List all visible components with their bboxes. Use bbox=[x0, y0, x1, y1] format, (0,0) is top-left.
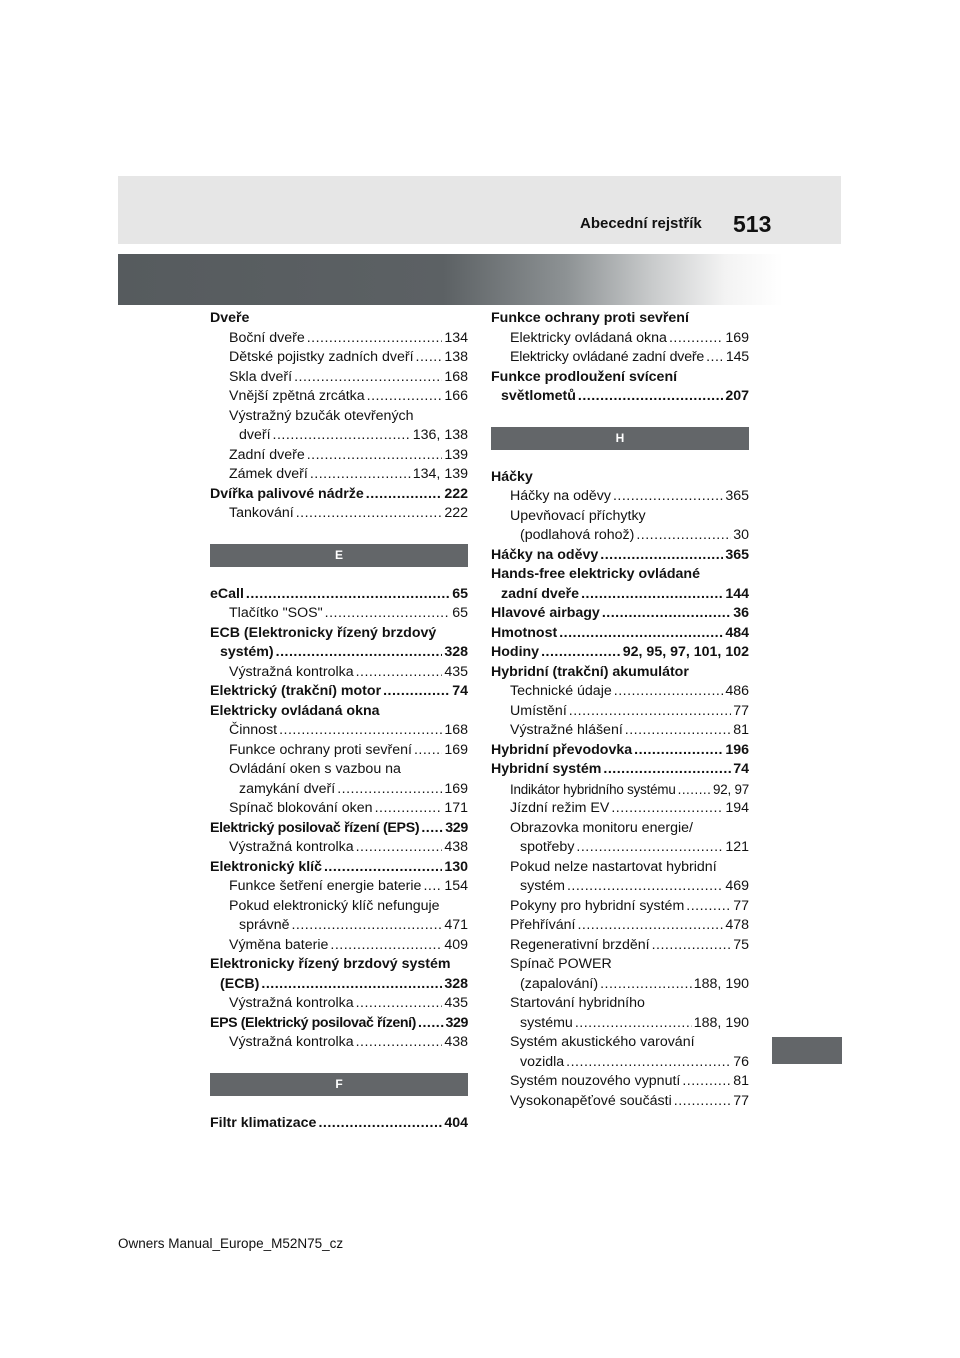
index-entry-text: Výstražný bzučák otevřených bbox=[229, 407, 414, 424]
index-entry-text: Funkce prodloužení svícení bbox=[491, 368, 678, 385]
index-entry[interactable]: Hmotnost ..... 484 bbox=[491, 624, 749, 644]
section-title: Abecední rejstřík bbox=[580, 215, 702, 232]
index-entry[interactable]: Hybridní převodovka ..... 196 bbox=[491, 741, 749, 761]
index-entry-text: Spínač POWER bbox=[510, 956, 612, 972]
index-entry[interactable]: Regenerativní brzdění ..... 75 bbox=[491, 936, 749, 956]
index-entry-text: Ovládání oken s vazbou na bbox=[229, 761, 401, 777]
index-entry[interactable]: (zapalování) ..... 188, 190 bbox=[491, 975, 749, 995]
index-entry[interactable]: Hlavové airbagy ..... 36 bbox=[491, 604, 749, 624]
index-heading: Dveře bbox=[210, 310, 250, 326]
index-entry[interactable]: Činnost ..... 168 bbox=[210, 721, 468, 741]
index-entry[interactable]: Umístění ..... 77 bbox=[491, 702, 749, 722]
index-column-left bbox=[210, 309, 468, 1133]
index-entry[interactable]: Výstražné hlášení ..... 81 bbox=[491, 721, 749, 741]
index-entry[interactable]: Funkce ochrany proti sevření ..... 169 bbox=[210, 741, 468, 761]
index-entry[interactable]: Dvířka palivové nádrže ..... 222 bbox=[210, 485, 468, 505]
index-entry[interactable]: Spínač blokování oken ..... 171 bbox=[210, 799, 468, 819]
index-entry[interactable]: Hodiny ..... 92, 95, 97, 101, 102 bbox=[491, 643, 749, 663]
index-heading: Hybridní (trakční) akumulátor bbox=[491, 663, 689, 680]
index-entry[interactable]: Výměna baterie ..... 409 bbox=[210, 936, 468, 956]
index-heading: Háčky bbox=[491, 468, 533, 485]
index-entry[interactable]: Technické údaje ..... 486 bbox=[491, 682, 749, 702]
index-entry[interactable]: EPS (Elektrický posilovač řízení) ..... 329 bbox=[210, 1014, 468, 1034]
index-entry[interactable]: Elektronický klíč ..... 130 bbox=[210, 858, 468, 878]
index-entry[interactable]: Výstražná kontrolka ..... 438 bbox=[210, 838, 468, 858]
index-entry[interactable]: Filtr klimatizace ..... 404 bbox=[210, 1114, 468, 1134]
index-entry[interactable]: Přehřívání ..... 478 bbox=[491, 916, 749, 936]
index-entry[interactable]: Elektricky ovládané zadní dveře ..... 145 bbox=[491, 348, 749, 368]
index-entry[interactable]: Pokyny pro hybridní systém ..... 77 bbox=[491, 897, 749, 917]
index-entry[interactable]: Elektrický posilovač řízení (EPS) ..... 329 bbox=[210, 819, 468, 839]
index-entry[interactable]: správně ..... 471 bbox=[210, 916, 468, 936]
index-entry[interactable]: Zámek dveří ..... 134, 139 bbox=[210, 465, 468, 485]
index-entry[interactable]: Vnější zpětná zrcátka ..... 166 bbox=[210, 387, 468, 407]
index-entry[interactable]: (podlahová rohož) ..... 30 bbox=[491, 526, 749, 546]
index-entry-text: Hands-free elektricky ovládané bbox=[491, 566, 700, 582]
index-entry[interactable]: spotřeby ..... 121 bbox=[491, 838, 749, 858]
index-entry-text: Systém akustického varování bbox=[510, 1034, 695, 1050]
index-entry[interactable]: Hybridní systém ..... 74 bbox=[491, 760, 749, 780]
index-entry-text: Elektronicky řízený brzdový systém bbox=[210, 956, 451, 972]
index-entry[interactable]: Dětské pojistky zadních dveří ..... 138 bbox=[210, 348, 468, 368]
index-entry[interactable]: Jízdní režim EV ..... 194 bbox=[491, 799, 749, 819]
index-entry[interactable]: Háčky na oděvy ..... 365 bbox=[491, 487, 749, 507]
index-entry-text: Upevňovací příchytky bbox=[510, 507, 646, 524]
index-heading: Elektricky ovládaná okna bbox=[210, 702, 380, 719]
letter-divider-h: H bbox=[491, 427, 749, 450]
gradient-banner bbox=[118, 254, 841, 305]
index-column-right bbox=[491, 309, 749, 1111]
index-heading: Funkce ochrany proti sevření bbox=[491, 310, 689, 326]
index-entry[interactable]: Funkce šetření energie baterie ..... 154 bbox=[210, 877, 468, 897]
index-entry[interactable]: Tlačítko "SOS" ..... 65 bbox=[210, 604, 468, 624]
letter-divider-f: F bbox=[210, 1073, 468, 1096]
page-number: 513 bbox=[733, 211, 772, 237]
index-entry-text: Obrazovka monitoru energie/ bbox=[510, 819, 693, 836]
index-entry[interactable]: zadní dveře ..... 144 bbox=[491, 585, 749, 605]
index-entry-text: ECB (Elektronicky řízený brzdový bbox=[210, 624, 437, 641]
index-entry[interactable]: Výstražná kontrolka ..... 435 bbox=[210, 994, 468, 1014]
letter-divider-e: E bbox=[210, 544, 468, 567]
index-entry[interactable]: dveří ..... 136, 138 bbox=[210, 426, 468, 446]
footer-doc-id: Owners Manual_Europe_M52N75_cz bbox=[118, 1236, 344, 1251]
index-entry-text: Pokud nelze nastartovat hybridní bbox=[510, 858, 717, 875]
index-entry[interactable]: světlometů ..... 207 bbox=[491, 387, 749, 407]
index-entry[interactable]: Tankování ..... 222 bbox=[210, 504, 468, 524]
index-entry[interactable]: (ECB) ..... 328 bbox=[210, 975, 468, 995]
index-entry-text: Startování hybridního bbox=[510, 995, 645, 1011]
index-entry[interactable]: Boční dveře ..... 134 bbox=[210, 329, 468, 349]
index-entry[interactable]: Zadní dveře ..... 139 bbox=[210, 446, 468, 466]
index-entry[interactable]: Výstražná kontrolka ..... 435 bbox=[210, 663, 468, 683]
thumb-index-tab bbox=[772, 1037, 842, 1064]
index-entry[interactable]: Skla dveří ..... 168 bbox=[210, 368, 468, 388]
index-entry[interactable]: systém) ..... 328 bbox=[210, 643, 468, 663]
index-entry[interactable]: Vysokonapěťové součásti ..... 77 bbox=[491, 1092, 749, 1112]
index-entry[interactable]: Elektricky ovládaná okna ..... 169 bbox=[491, 329, 749, 349]
index-entry[interactable]: Háčky na oděvy ..... 365 bbox=[491, 546, 749, 566]
index-entry[interactable]: systému ..... 188, 190 bbox=[491, 1014, 749, 1034]
index-entry-text: Pokud elektronický klíč nefunguje bbox=[229, 897, 440, 914]
index-entry[interactable]: eCall ..... 65 bbox=[210, 585, 468, 605]
index-entry[interactable]: Elektrický (trakční) motor ..... 74 bbox=[210, 682, 468, 702]
index-entry[interactable]: Výstražná kontrolka ..... 438 bbox=[210, 1033, 468, 1053]
index-entry[interactable]: vozidla ..... 76 bbox=[491, 1053, 749, 1073]
index-entry[interactable]: Systém nouzového vypnutí ..... 81 bbox=[491, 1072, 749, 1092]
index-entry[interactable]: Indikátor hybridního systému ..... 92, 97 bbox=[491, 780, 749, 800]
index-entry[interactable]: systém ..... 469 bbox=[491, 877, 749, 897]
index-entry[interactable]: zamykání dveří ..... 169 bbox=[210, 780, 468, 800]
